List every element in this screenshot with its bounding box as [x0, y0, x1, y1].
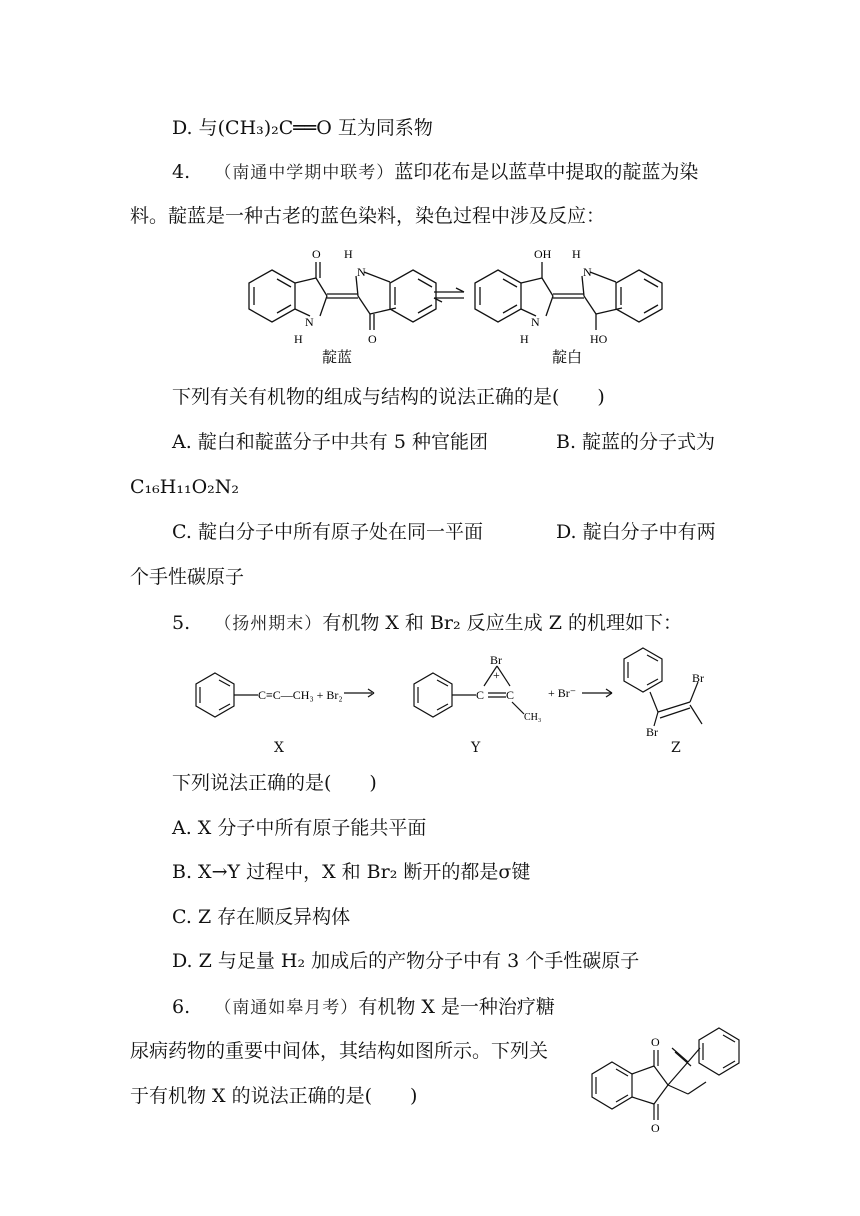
- z-bromine-bottom: Br: [646, 725, 658, 739]
- bromide-ion: + Br⁻: [548, 686, 577, 700]
- q4-option-c: C. 靛白分子中所有原子处在同一平面: [172, 521, 483, 543]
- leuco-atom-h-bottom: H: [520, 332, 529, 346]
- leuco-atom-oh-top: OH: [534, 247, 552, 261]
- q5-option-c: C. Z 存在顺反异构体: [172, 906, 351, 928]
- label-x: X: [274, 740, 284, 756]
- indigo-atom-o-bottom: O: [368, 332, 377, 346]
- q6-atom-o-top: O: [651, 1035, 660, 1049]
- q4-option-a: A. 靛白和靛蓝分子中共有 5 种官能团: [172, 431, 488, 453]
- q6-source: （南通如皋月考）: [214, 998, 359, 1018]
- q4-option-b-1: B. 靛蓝的分子式为: [556, 431, 716, 453]
- q5-option-d: D. Z 与足量 H₂ 加成后的产物分子中有 3 个手性碳原子: [172, 950, 640, 972]
- y-carbon-2: C: [506, 688, 515, 702]
- q4-option-b-2: C₁₆H₁₁O₂N₂: [130, 476, 240, 498]
- indigo-atom-o-top: O: [312, 247, 321, 261]
- y-bromine: Br: [490, 653, 502, 667]
- indigo-atom-h-bottom: H: [294, 332, 303, 346]
- label-z: Z: [671, 740, 681, 756]
- q5-number: 5.: [172, 612, 191, 634]
- q5-stem: 有机物 X 和 Br₂ 反应生成 Z 的机理如下：: [322, 612, 682, 634]
- indigo-atom-h-top: H: [344, 247, 353, 261]
- z-bromine-top: Br: [692, 671, 704, 685]
- q6-atom-o-bottom: O: [651, 1121, 660, 1135]
- q4-option-d-2: 个手性碳原子: [130, 566, 245, 588]
- x-alkyne-formula: C≡C—CH₃ + Br₂: [258, 688, 343, 702]
- q4-source: （南通中学期中联考）: [214, 163, 395, 183]
- q3-option-d: D. 与(CH₃)₂C══O 互为同系物: [172, 117, 433, 139]
- q5-source: （扬州期末）: [214, 614, 323, 634]
- q4-option-d-1: D. 靛白分子中有两: [556, 521, 716, 543]
- q4-number: 4.: [172, 161, 191, 183]
- y-methyl: CH₃: [524, 712, 542, 723]
- q5-question: 下列说法正确的是( ): [172, 772, 377, 794]
- y-carbon-1: C: [476, 688, 485, 702]
- leucoindigo-caption: 靛白: [552, 350, 583, 366]
- q4-question: 下列有关有机物的组成与结构的说法正确的是( ): [172, 386, 605, 408]
- q6-stem-line-2: 尿病药物的重要中间体，其结构如图所示。下列关: [130, 1040, 549, 1062]
- q4-stem-1: 蓝印花布是以蓝草中提取的靛蓝为染: [394, 161, 699, 183]
- indigo-caption: 靛蓝: [322, 350, 353, 366]
- q5-option-b: B. X→Y 过程中，X 和 Br₂ 断开的都是σ键: [172, 861, 531, 883]
- q6-number: 6.: [172, 996, 191, 1018]
- leuco-atom-n-bottom: N: [531, 315, 540, 329]
- y-plus-charge: +: [493, 668, 500, 682]
- q6-stem-1: 有机物 X 是一种治疗糖: [358, 996, 555, 1018]
- leuco-atom-h-top: H: [572, 247, 581, 261]
- indigo-atom-n-bottom: N: [305, 315, 314, 329]
- q6-stem-line-3: 于有机物 X 的说法正确的是( ): [130, 1085, 418, 1107]
- q4-stem-line-2: 料。靛蓝是一种古老的蓝色染料，染色过程中涉及反应：: [130, 205, 606, 227]
- label-y: Y: [471, 740, 481, 756]
- indigo-atom-n-top: N: [357, 265, 366, 279]
- q5-option-a: A. X 分子中所有原子能共平面: [172, 817, 427, 839]
- leuco-atom-ho-bottom: HO: [590, 332, 608, 346]
- leuco-atom-n-top: N: [583, 265, 592, 279]
